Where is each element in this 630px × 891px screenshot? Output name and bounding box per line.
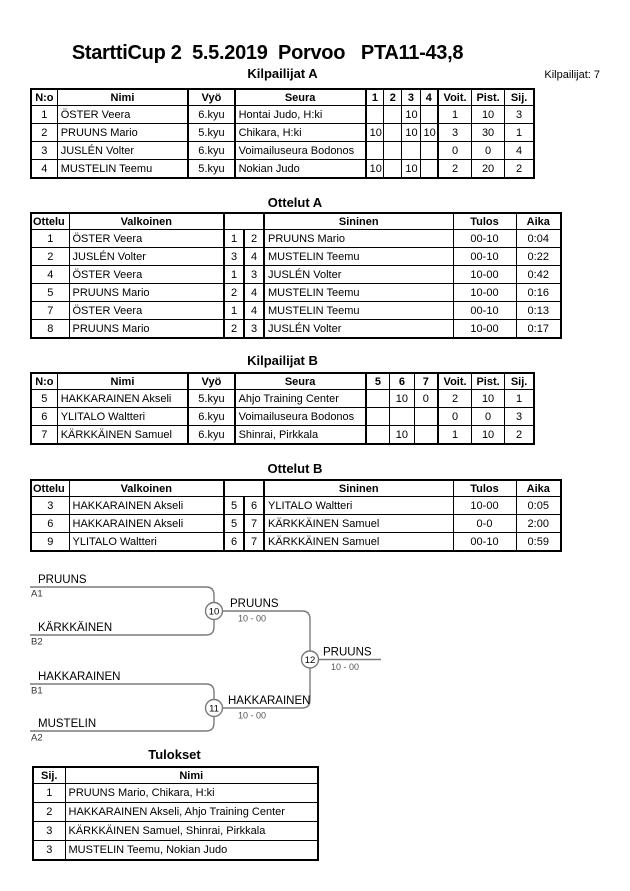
cell-wins: 2 (438, 390, 471, 408)
cell-blue-no: 4 (244, 248, 264, 266)
table-row (31, 142, 534, 160)
cell-m3 (402, 142, 420, 160)
bracket-score: 10 - 00 (238, 710, 267, 721)
bracket-line (30, 587, 214, 603)
cell-white-no: 3 (224, 248, 244, 266)
cell-m3: 0 (414, 390, 438, 408)
cell-place: 1 (505, 390, 534, 408)
cell-white: YLITALO Waltteri (69, 533, 224, 552)
bracket-score: 10 - 00 (238, 613, 267, 624)
cell-name: MUSTELIN Teemu (57, 160, 188, 179)
col-m3: 3 (402, 89, 420, 106)
cell-time: 0:17 (516, 320, 561, 339)
cell-name: PRUUNS Mario, Chikara, H:ki (65, 784, 318, 803)
table-row (33, 784, 318, 803)
cell-time: 0:42 (516, 266, 561, 284)
cell-white-no: 1 (224, 230, 244, 248)
table-row (31, 230, 561, 248)
bracket-entrant: HAKKARAINEN (38, 671, 121, 683)
table-row (31, 124, 534, 142)
cell-white: PRUUNS Mario (69, 320, 224, 339)
col-time: Aika (516, 213, 561, 230)
cell-club: Shinrai, Pirkkala (235, 426, 366, 445)
table-row (31, 266, 561, 284)
cell-match: 2 (31, 248, 69, 266)
bracket-winner: PRUUNS (323, 646, 372, 659)
cell-place: 4 (505, 142, 534, 160)
cell-name: YLITALO Waltteri (57, 408, 188, 426)
matches-a-table (30, 212, 562, 339)
pool-a-table (30, 88, 535, 179)
cell-points: 20 (471, 160, 504, 179)
cell-time: 0:22 (516, 248, 561, 266)
cell-time: 0:13 (516, 302, 561, 320)
col-belt: Vyö (188, 373, 234, 390)
cell-points: 0 (471, 142, 504, 160)
cell-time: 0:16 (516, 284, 561, 302)
cell-belt: 5.kyu (188, 390, 234, 408)
cell-no: 1 (31, 106, 57, 124)
pool-b-table (30, 372, 535, 445)
cell-club: Voimailuseura Bodonos (235, 142, 366, 160)
cell-result: 10-00 (453, 284, 516, 302)
cell-result: 0-0 (453, 515, 516, 533)
cell-blue-no: 2 (244, 230, 264, 248)
cell-belt: 6.kyu (188, 426, 234, 445)
cell-blue-no: 7 (244, 533, 264, 552)
pool-a-header-row (31, 89, 534, 106)
matches-a-header-row (31, 213, 561, 230)
cell-name: ÖSTER Veera (57, 106, 188, 124)
cell-place: 2 (505, 160, 534, 179)
col-points: Pist. (471, 89, 504, 106)
bracket-entrant: PRUUNS (38, 574, 87, 586)
cell-blue: MUSTELIN Teemu (264, 248, 453, 266)
cell-no: 3 (31, 142, 57, 160)
col-club: Seura (235, 89, 366, 106)
cell-white-no: 2 (224, 284, 244, 302)
results-table (32, 766, 319, 861)
cell-m2 (390, 408, 414, 426)
cell-points: 10 (471, 106, 504, 124)
cell-no: 7 (31, 426, 57, 445)
col-no: N:o (31, 373, 57, 390)
cell-club: Chikara, H:ki (235, 124, 366, 142)
cell-time: 2:00 (516, 515, 561, 533)
cell-belt: 6.kyu (188, 142, 234, 160)
col-club: Seura (235, 373, 366, 390)
cell-white: ÖSTER Veera (69, 302, 224, 320)
cell-no: 4 (31, 160, 57, 179)
cell-wins: 2 (438, 160, 471, 179)
col-m2: 2 (384, 89, 402, 106)
col-place: Sij. (33, 767, 65, 784)
cell-wins: 0 (438, 408, 471, 426)
cell-m4 (420, 160, 438, 179)
cell-place: 2 (505, 426, 534, 445)
cell-blue-no: 4 (244, 302, 264, 320)
col-m1: 1 (366, 89, 384, 106)
cell-time: 0:59 (516, 533, 561, 552)
cell-match: 5 (31, 284, 69, 302)
table-row (31, 533, 561, 552)
col-belt: Vyö (188, 89, 234, 106)
cell-match: 8 (31, 320, 69, 339)
competitors-count: Kilpailijat: 7 (544, 69, 600, 81)
table-row (33, 803, 318, 822)
cell-place: 3 (505, 106, 534, 124)
cell-blue-no: 7 (244, 515, 264, 533)
cell-no: 6 (31, 408, 57, 426)
matches-b-title: Ottelut B (267, 461, 323, 476)
col-white: Valkoinen (69, 480, 224, 497)
col-wins: Voit. (438, 373, 471, 390)
matches-b-header-row (31, 480, 561, 497)
cell-name: HAKKARAINEN Akseli, Ahjo Training Center (65, 803, 318, 822)
col-match: Ottelu (31, 213, 69, 230)
cell-place: 3 (33, 822, 65, 841)
cell-white-no: 1 (224, 302, 244, 320)
cell-m3: 10 (402, 160, 420, 179)
cell-place: 3 (505, 408, 534, 426)
cell-no: 2 (31, 124, 57, 142)
cell-name: HAKKARAINEN Akseli (57, 390, 188, 408)
cell-white-no: 2 (224, 320, 244, 339)
cell-place: 1 (505, 124, 534, 142)
bracket-seed: A2 (31, 732, 43, 744)
cell-place: 1 (33, 784, 65, 803)
cell-club: Nokian Judo (235, 160, 366, 179)
cell-m1: 10 (366, 160, 384, 179)
cell-white: HAKKARAINEN Akseli (69, 497, 224, 515)
cell-match: 9 (31, 533, 69, 552)
cell-blue-no: 6 (244, 497, 264, 515)
cell-m2: 10 (390, 426, 414, 445)
bracket-seed: B2 (31, 636, 43, 648)
cell-m2 (384, 124, 402, 142)
cell-m2 (384, 106, 402, 124)
cell-result: 10-00 (453, 320, 516, 339)
col-place: Sij. (505, 89, 534, 106)
col-white: Valkoinen (69, 213, 224, 230)
cell-blue: MUSTELIN Teemu (264, 302, 453, 320)
cell-result: 00-10 (453, 302, 516, 320)
cell-points: 10 (471, 426, 504, 445)
cell-white-no: 6 (224, 533, 244, 552)
cell-m4 (420, 142, 438, 160)
cell-blue-no: 3 (244, 266, 264, 284)
cell-white-no: 5 (224, 515, 244, 533)
table-row (31, 106, 534, 124)
pool-b-header-row (31, 373, 534, 390)
table-row (31, 426, 534, 445)
cell-white-no: 1 (224, 266, 244, 284)
cell-time: 0:04 (516, 230, 561, 248)
cell-place: 2 (33, 803, 65, 822)
cell-m4 (420, 106, 438, 124)
col-m2: 6 (390, 373, 414, 390)
col-numbers (224, 213, 264, 230)
cell-m1 (366, 408, 390, 426)
col-m4: 4 (420, 89, 438, 106)
table-row (31, 284, 561, 302)
table-row (31, 320, 561, 339)
table-row (31, 160, 534, 179)
col-name: Nimi (65, 767, 318, 784)
cell-club: Hontai Judo, H:ki (235, 106, 366, 124)
col-match: Ottelu (31, 480, 69, 497)
cell-result: 10-00 (453, 266, 516, 284)
cell-no: 5 (31, 390, 57, 408)
table-row (31, 302, 561, 320)
cell-wins: 0 (438, 142, 471, 160)
cell-name: PRUUNS Mario (57, 124, 188, 142)
bracket-score: 10 - 00 (331, 662, 360, 672)
cell-result: 00-10 (453, 230, 516, 248)
bracket-winner: PRUUNS (230, 598, 279, 610)
cell-white: ÖSTER Veera (69, 230, 224, 248)
cell-white: HAKKARAINEN Akseli (69, 515, 224, 533)
cell-m2: 10 (390, 390, 414, 408)
cell-m1 (366, 106, 384, 124)
match-number: 11 (209, 703, 219, 715)
cell-result: 00-10 (453, 248, 516, 266)
cell-points: 0 (471, 408, 504, 426)
cell-points: 10 (471, 390, 504, 408)
table-row (33, 822, 318, 841)
col-m3: 7 (414, 373, 438, 390)
cell-name: MUSTELIN Teemu, Nokian Judo (65, 841, 318, 861)
cell-m1 (366, 142, 384, 160)
elimination-bracket (0, 565, 630, 750)
cell-match: 1 (31, 230, 69, 248)
cell-match: 4 (31, 266, 69, 284)
table-row (31, 515, 561, 533)
bracket-seed: B1 (31, 685, 43, 697)
col-name: Nimi (57, 373, 188, 390)
cell-match: 7 (31, 302, 69, 320)
cell-match: 6 (31, 515, 69, 533)
col-time: Aika (516, 480, 561, 497)
results-header-row (33, 767, 318, 784)
col-blue: Sininen (264, 213, 453, 230)
cell-blue: MUSTELIN Teemu (264, 284, 453, 302)
col-no: N:o (31, 89, 57, 106)
bracket-entrant: KÄRKKÄINEN (38, 622, 113, 634)
cell-time: 0:05 (516, 497, 561, 515)
cell-blue: JUSLÉN Volter (264, 266, 453, 284)
cell-blue: JUSLÉN Volter (264, 320, 453, 339)
match-number: 12 (304, 655, 316, 666)
cell-place: 3 (33, 841, 65, 861)
cell-m3: 10 (402, 124, 420, 142)
cell-blue: YLITALO Waltteri (264, 497, 453, 515)
cell-blue: KÄRKKÄINEN Samuel (264, 533, 453, 552)
cell-m1: 10 (366, 124, 384, 142)
cell-match: 3 (31, 497, 69, 515)
col-wins: Voit. (438, 89, 471, 106)
cell-belt: 6.kyu (188, 408, 234, 426)
bracket-line (223, 611, 311, 651)
cell-result: 00-10 (453, 533, 516, 552)
match-number: 10 (208, 606, 220, 618)
bracket-entrant: MUSTELIN (38, 718, 97, 730)
table-row (31, 248, 561, 266)
matches-b-table (30, 479, 562, 552)
table-row (33, 841, 318, 861)
pool-a-title: Kilpailijat A (247, 66, 318, 81)
cell-m3 (414, 426, 438, 445)
table-row (31, 390, 534, 408)
cell-blue-no: 4 (244, 284, 264, 302)
table-row (31, 408, 534, 426)
cell-blue: KÄRKKÄINEN Samuel (264, 515, 453, 533)
cell-white-no: 5 (224, 497, 244, 515)
col-result: Tulos (453, 480, 516, 497)
col-result: Tulos (453, 213, 516, 230)
cell-wins: 3 (438, 124, 471, 142)
cell-white: PRUUNS Mario (69, 284, 224, 302)
cell-m4: 10 (420, 124, 438, 142)
cell-m1 (366, 390, 390, 408)
cell-m3: 10 (402, 106, 420, 124)
cell-points: 30 (471, 124, 504, 142)
cell-m3 (414, 408, 438, 426)
cell-name: KÄRKKÄINEN Samuel (57, 426, 188, 445)
cell-name: KÄRKKÄINEN Samuel, Shinrai, Pirkkala (65, 822, 318, 841)
bracket-winner: HAKKARAINEN (228, 695, 311, 707)
cell-club: Voimailuseura Bodonos (235, 408, 366, 426)
cell-club: Ahjo Training Center (235, 390, 366, 408)
cell-wins: 1 (438, 106, 471, 124)
results-title: Tulokset (148, 747, 201, 762)
cell-blue: PRUUNS Mario (264, 230, 453, 248)
matches-a-title: Ottelut A (267, 195, 323, 210)
cell-m1 (366, 426, 390, 445)
cell-wins: 1 (438, 426, 471, 445)
cell-m2 (384, 142, 402, 160)
page-title: StarttiCup 2 5.5.2019 Porvoo PTA11-43,8 (71, 42, 464, 64)
table-row (31, 497, 561, 515)
col-place: Sij. (505, 373, 534, 390)
bracket-line (30, 684, 214, 700)
bracket-seed: A1 (31, 588, 43, 600)
cell-belt: 5.kyu (188, 160, 234, 179)
col-m1: 5 (366, 373, 390, 390)
col-blue: Sininen (264, 480, 453, 497)
pool-b-title: Kilpailijat B (247, 353, 318, 368)
cell-blue-no: 3 (244, 320, 264, 339)
cell-belt: 6.kyu (188, 106, 234, 124)
cell-belt: 5.kyu (188, 124, 234, 142)
cell-result: 10-00 (453, 497, 516, 515)
col-name: Nimi (57, 89, 188, 106)
col-points: Pist. (471, 373, 504, 390)
cell-white: JUSLÉN Volter (69, 248, 224, 266)
cell-white: ÖSTER Veera (69, 266, 224, 284)
cell-m2 (384, 160, 402, 179)
cell-name: JUSLÉN Volter (57, 142, 188, 160)
col-numbers (224, 480, 264, 497)
